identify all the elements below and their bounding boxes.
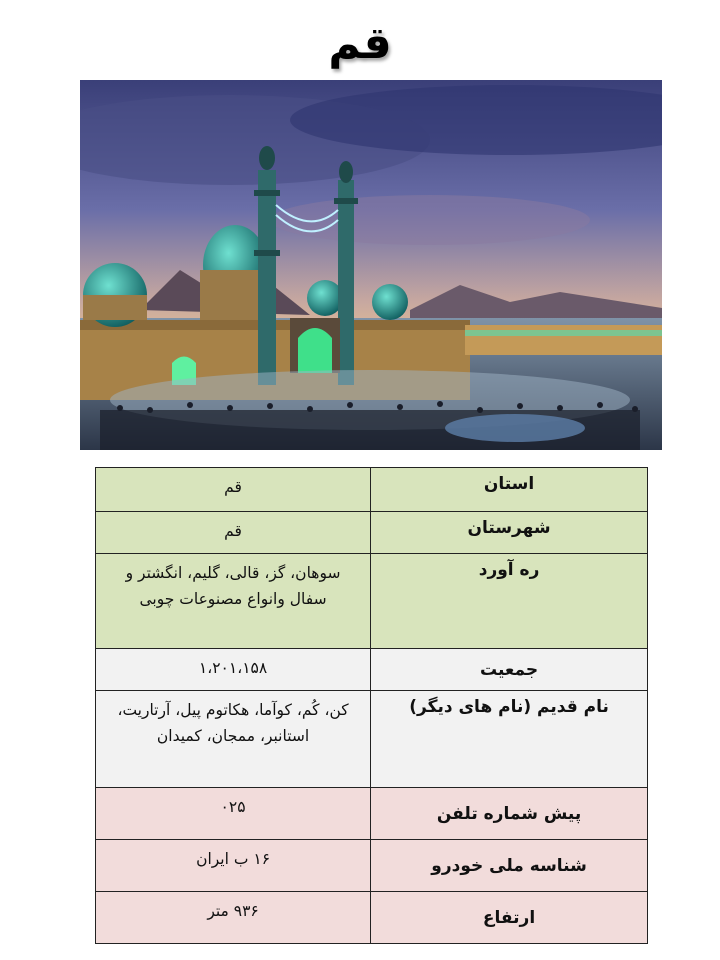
row-value: ۱،۲۰۱،۱۵۸ <box>96 649 371 691</box>
row-value: قم <box>96 512 371 554</box>
mosque-photo <box>80 80 662 450</box>
row-label: ارتفاع <box>371 892 648 944</box>
table-row <box>96 649 648 691</box>
info-table <box>95 467 648 944</box>
row-label: ره آورد <box>371 554 648 649</box>
row-label: نام قدیم (نام های دیگر) <box>371 691 648 788</box>
table-row <box>96 892 648 944</box>
row-value: ۹۳۶ متر <box>96 892 371 944</box>
row-value: ۰۲۵ <box>96 788 371 840</box>
page-title: قم <box>328 18 392 69</box>
table-row <box>96 554 648 649</box>
table-row <box>96 512 648 554</box>
row-value: کن، کُم، کوآما، هکاتوم پیل، آرتاریت، استانبر، ممجان، کمیدان <box>96 691 371 788</box>
row-label: استان <box>371 468 648 512</box>
row-value: سوهان، گز، قالی، گلیم، انگشتر و سفال وانواع مصنوعات چوبی <box>96 554 371 649</box>
table-row <box>96 788 648 840</box>
table-row <box>96 468 648 512</box>
row-label: شهرستان <box>371 512 648 554</box>
row-label: شناسه ملی خودرو <box>371 840 648 892</box>
table-row <box>96 840 648 892</box>
row-value: قم <box>96 468 371 512</box>
row-label: پیش شماره تلفن <box>371 788 648 840</box>
table-row <box>96 691 648 788</box>
row-value: ۱۶ ب ایران <box>96 840 371 892</box>
row-label: جمعیت <box>371 649 648 691</box>
